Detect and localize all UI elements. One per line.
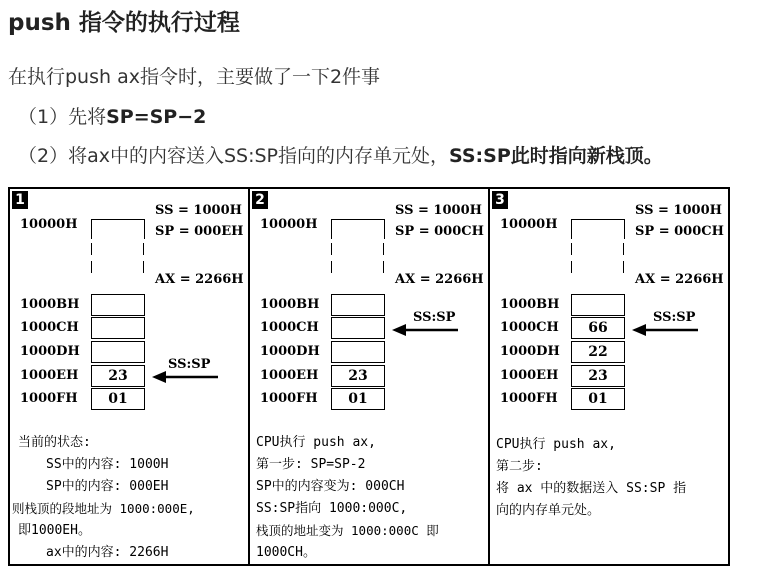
stack-top-segment [91,219,145,239]
desc-line: SP中的内容变为: 000CH [256,479,405,494]
desc-line: 栈顶的地址变为 1000:000C 即 [256,523,439,538]
address-label: 1000BH [260,297,320,312]
memory-cell: 01 [91,388,145,410]
address-label: 1000BH [20,297,80,312]
address-label: 1000DH [260,344,320,359]
panel-3 [490,189,728,564]
ss-register: SS = 1000H [155,203,242,218]
ss-register: SS = 1000H [395,203,482,218]
panel-2 [250,189,490,564]
address-label: 1000FH [260,391,318,406]
desc-line: 第二步: [496,459,543,474]
stack-dash [91,243,92,255]
desc-line: CPU执行 push ax, [496,437,616,452]
desc-line: 即1000EH。 [18,523,91,538]
ax-register: AX = 2266H [635,272,724,287]
address-label: 1000DH [500,344,560,359]
memory-cell: 22 [571,341,625,363]
step-1-prefix: （1）先将 [18,106,107,128]
desc-line: SP中的内容: 000EH [46,479,169,494]
panel-number: 2 [252,191,268,209]
memory-cell [91,294,145,316]
stack-dash [571,243,572,255]
desc-line: CPU执行 push ax, [256,435,376,450]
desc-line: ax中的内容: 2266H [46,545,169,560]
desc-line: 第一步: SP=SP-2 [256,457,366,472]
intro-text: 在执行push ax指令时，主要做了一下2件事 [8,66,381,88]
desc-line: SS中的内容: 1000H [46,457,169,472]
desc-line: 则栈顶的段地址为 1000:000E, [12,501,195,516]
step-2-prefix: （2）将ax中的内容送入SS:SP指向的内存单元处， [18,145,450,167]
ss-register: SS = 1000H [635,203,722,218]
desc-line: 将 ax 中的数据送入 SS:SP 指 [496,481,687,496]
address-label: 1000EH [20,368,79,383]
stack-dash [623,261,624,273]
address-label: 1000DH [20,344,80,359]
memory-cell: 23 [331,365,385,387]
memory-cell: 23 [91,365,145,387]
stack-dash [383,261,384,273]
pointer-label: SS:SP [413,310,456,325]
memory-cell: 23 [571,365,625,387]
stack-dash [383,243,384,255]
sp-register: SP = 000CH [395,224,484,239]
address-label: 1000CH [260,320,319,335]
ax-register: AX = 2266H [155,272,244,287]
address-top: 10000H [260,217,318,232]
memory-cell [331,294,385,316]
stack-dash [143,261,144,273]
stack-dash [331,243,332,255]
memory-cell [91,341,145,363]
memory-cell [91,317,145,339]
address-label: 1000CH [500,320,559,335]
address-label: 1000FH [20,391,78,406]
stack-dash [91,261,92,273]
stack-dash [143,243,144,255]
memory-cell: 01 [571,388,625,410]
desc-line: SS:SP指向 1000:000C, [256,501,408,516]
stack-dash [623,243,624,255]
step-1-bold: SP=SP−2 [106,106,207,128]
memory-cell [331,317,385,339]
sp-register: SP = 000CH [635,224,724,239]
stack-figure [8,187,730,566]
memory-cell [571,294,625,316]
address-label: 1000FH [500,391,558,406]
desc-line: 当前的状态: [18,435,91,450]
panel-1 [10,189,250,564]
address-label: 1000CH [20,320,79,335]
desc-line: 1000CH。 [256,545,316,560]
memory-cell [331,341,385,363]
address-label: 1000EH [500,368,559,383]
panel-number: 3 [492,191,508,209]
memory-cell: 66 [571,317,625,339]
panel-description [496,434,724,522]
step-2 [18,141,663,168]
stack-dash [331,261,332,273]
address-top: 10000H [500,217,558,232]
pointer-label: SS:SP [653,310,696,325]
address-label: 1000EH [260,368,319,383]
address-label: 1000BH [500,297,560,312]
arrow-left-icon [630,322,700,338]
memory-cell: 01 [331,388,385,410]
desc-line: 向的内存单元处。 [496,503,601,518]
address-top: 10000H [20,217,78,232]
sp-register: SP = 000EH [155,224,244,239]
pointer-label: SS:SP [168,357,211,372]
panel-number: 1 [12,191,28,209]
step-1 [18,102,206,129]
page-title: push 指令的执行过程 [8,10,240,36]
arrow-left-icon [150,369,220,385]
stack-dash [571,261,572,273]
stack-top-segment [571,219,625,239]
ax-register: AX = 2266H [395,272,484,287]
panel-description [256,432,484,564]
step-2-bold: SS:SP此时指向新栈顶。 [449,145,663,167]
panel-description [12,432,244,564]
arrow-left-icon [390,322,460,338]
stack-top-segment [331,219,385,239]
